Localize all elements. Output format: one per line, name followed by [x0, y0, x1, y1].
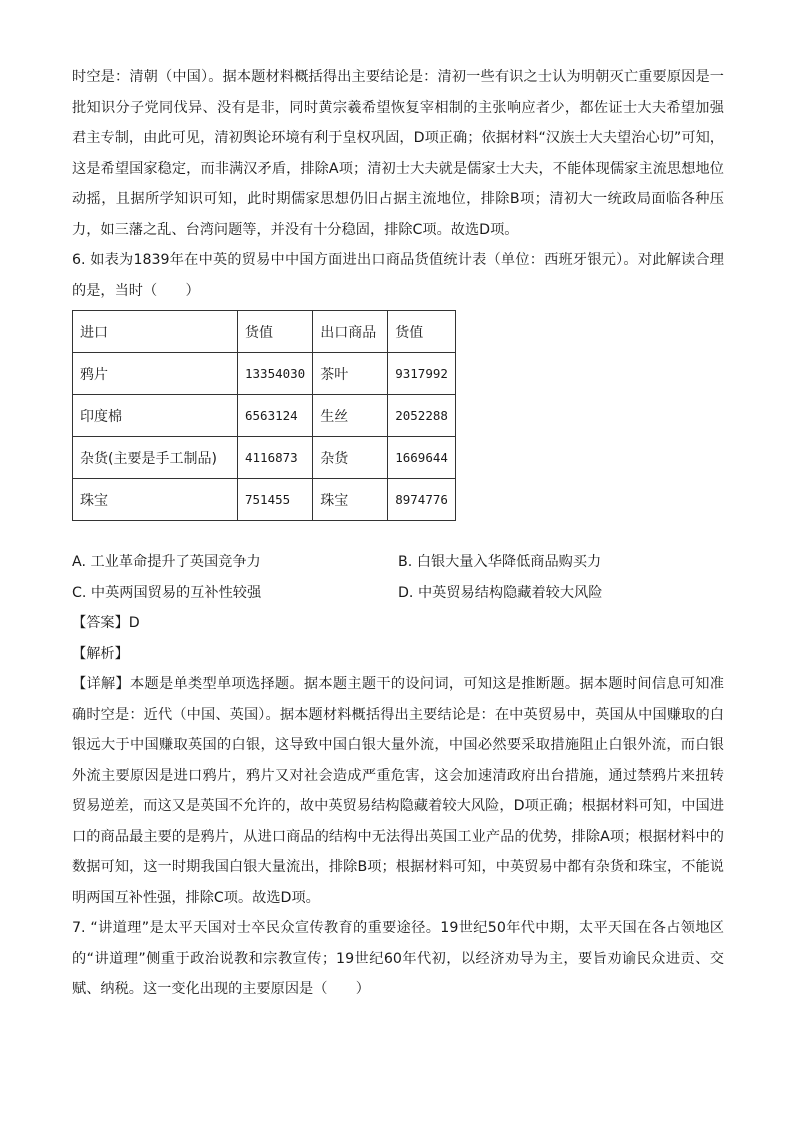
table-cell: 印度棉: [73, 395, 238, 437]
question-6-stem: 6. 如表为1839年在中英的贸易中中国方面进出口商品货值统计表（单位：西班牙银元）。对此解读合理的是，当时（ ）: [72, 252, 724, 299]
table-cell: 珠宝: [73, 479, 238, 521]
header-export: 出口商品: [313, 311, 388, 353]
header-import: 进口: [73, 311, 238, 353]
table-row: [73, 353, 456, 395]
table-cell: 8974776: [388, 479, 456, 521]
header-value: 货值: [238, 311, 313, 353]
table-row: [73, 395, 456, 437]
header-value: 货值: [388, 311, 456, 353]
options-row-2: [72, 578, 724, 609]
analysis-label: 【解析】: [72, 645, 129, 662]
table-cell: 4116873: [238, 437, 313, 479]
table-cell: 2052288: [388, 395, 456, 437]
table-cell: 1669644: [388, 437, 456, 479]
table-cell: 珠宝: [313, 479, 388, 521]
table-header-row: [73, 311, 456, 353]
question-7-stem: 7. “讲道理”是太平天国对士卒民众宣传教育的重要途径。19世纪50年代中期，太平天国在各占领地区的“讲道理”侧重于政治说教和宗教宣传；19世纪60年代初，以经济劝导为主，要旨劝谕民众进贡、交赋、纳税。这一变化出现的主要原因是（ ）: [72, 920, 724, 997]
document-page: [72, 62, 724, 1005]
previous-question-analysis: 时空是：清朝（中国）。据本题材料概括得出主要结论是：清初一些有识之士认为明朝灭亡重要原因是一批知识分子党同伐异、没有是非，同时黄宗羲希望恢复宰相制的主张响应者少，都佐证士大夫希望加强君主专制，由此可见，清初舆论环境有利于皇权巩固，D项正确；依据材料“汉族士大夫望治心切”可知，这是希望国家稳定，而非满汉矛盾，排除A项；清初士大夫就是儒家士大夫，不能体现儒家主流思想地位动摇，且据所学知识可知，此时期儒家思想仍旧占据主流地位，排除B项；清初大一统政局面临各种压力，如三藩之乱、台湾问题等，并没有十分稳固，排除C项。故选D项。: [72, 69, 724, 238]
table-cell: 杂货(主要是手工制品): [73, 437, 238, 479]
table-row: [73, 437, 456, 479]
table-cell: 6563124: [238, 395, 313, 437]
table-cell: 13354030: [238, 353, 313, 395]
option-c: C. 中英两国贸易的互补性较强: [72, 584, 262, 601]
table-cell: 杂货: [313, 437, 388, 479]
table-cell: 鸦片: [73, 353, 238, 395]
table-cell: 茶叶: [313, 353, 388, 395]
answer-options: [72, 547, 724, 608]
options-row-1: [72, 547, 724, 578]
table-cell: 9317992: [388, 353, 456, 395]
trade-statistics-table: [72, 310, 456, 521]
analysis-text: 【详解】本题是单类型单项选择题。据本题主题干的设问词，可知这是推断题。据本题时间信息可知准确时空是：近代（中国、英国）。据本题材料概括得出主要结论是：在中英贸易中，英国从中国赚取的白银远大于中国赚取英国的白银，这导致中国白银大量外流，中国必然要采取措施阻止白银外流，而白银外流主要原因是进口鸦片，鸦片又对社会造成严重危害，这会加速清政府出台措施，通过禁鸦片来扭转贸易逆差，而这又是英国不允许的，故中英贸易结构隐藏着较大风险，D项正确；根据材料可知，中国进口的商品最主要的是鸦片，从进口商品的结构中无法得出英国工业产品的优势，排除A项；根据材料中的数据可知，这一时期我国白银大量流出，排除B项；根据材料可知，中英贸易中都有杂货和珠宝，不能说明两国互补性强，排除C项。故选D项。: [72, 676, 724, 906]
table-cell: 生丝: [313, 395, 388, 437]
option-a: A. 工业革命提升了英国竞争力: [72, 554, 261, 570]
option-d: D. 中英贸易结构隐藏着较大风险: [398, 584, 603, 601]
table-cell: 751455: [238, 479, 313, 521]
option-b: B. 白银大量入华降低商品购买力: [398, 554, 602, 570]
answer-line: 【答案】D: [72, 615, 140, 631]
table-row: [73, 479, 456, 521]
